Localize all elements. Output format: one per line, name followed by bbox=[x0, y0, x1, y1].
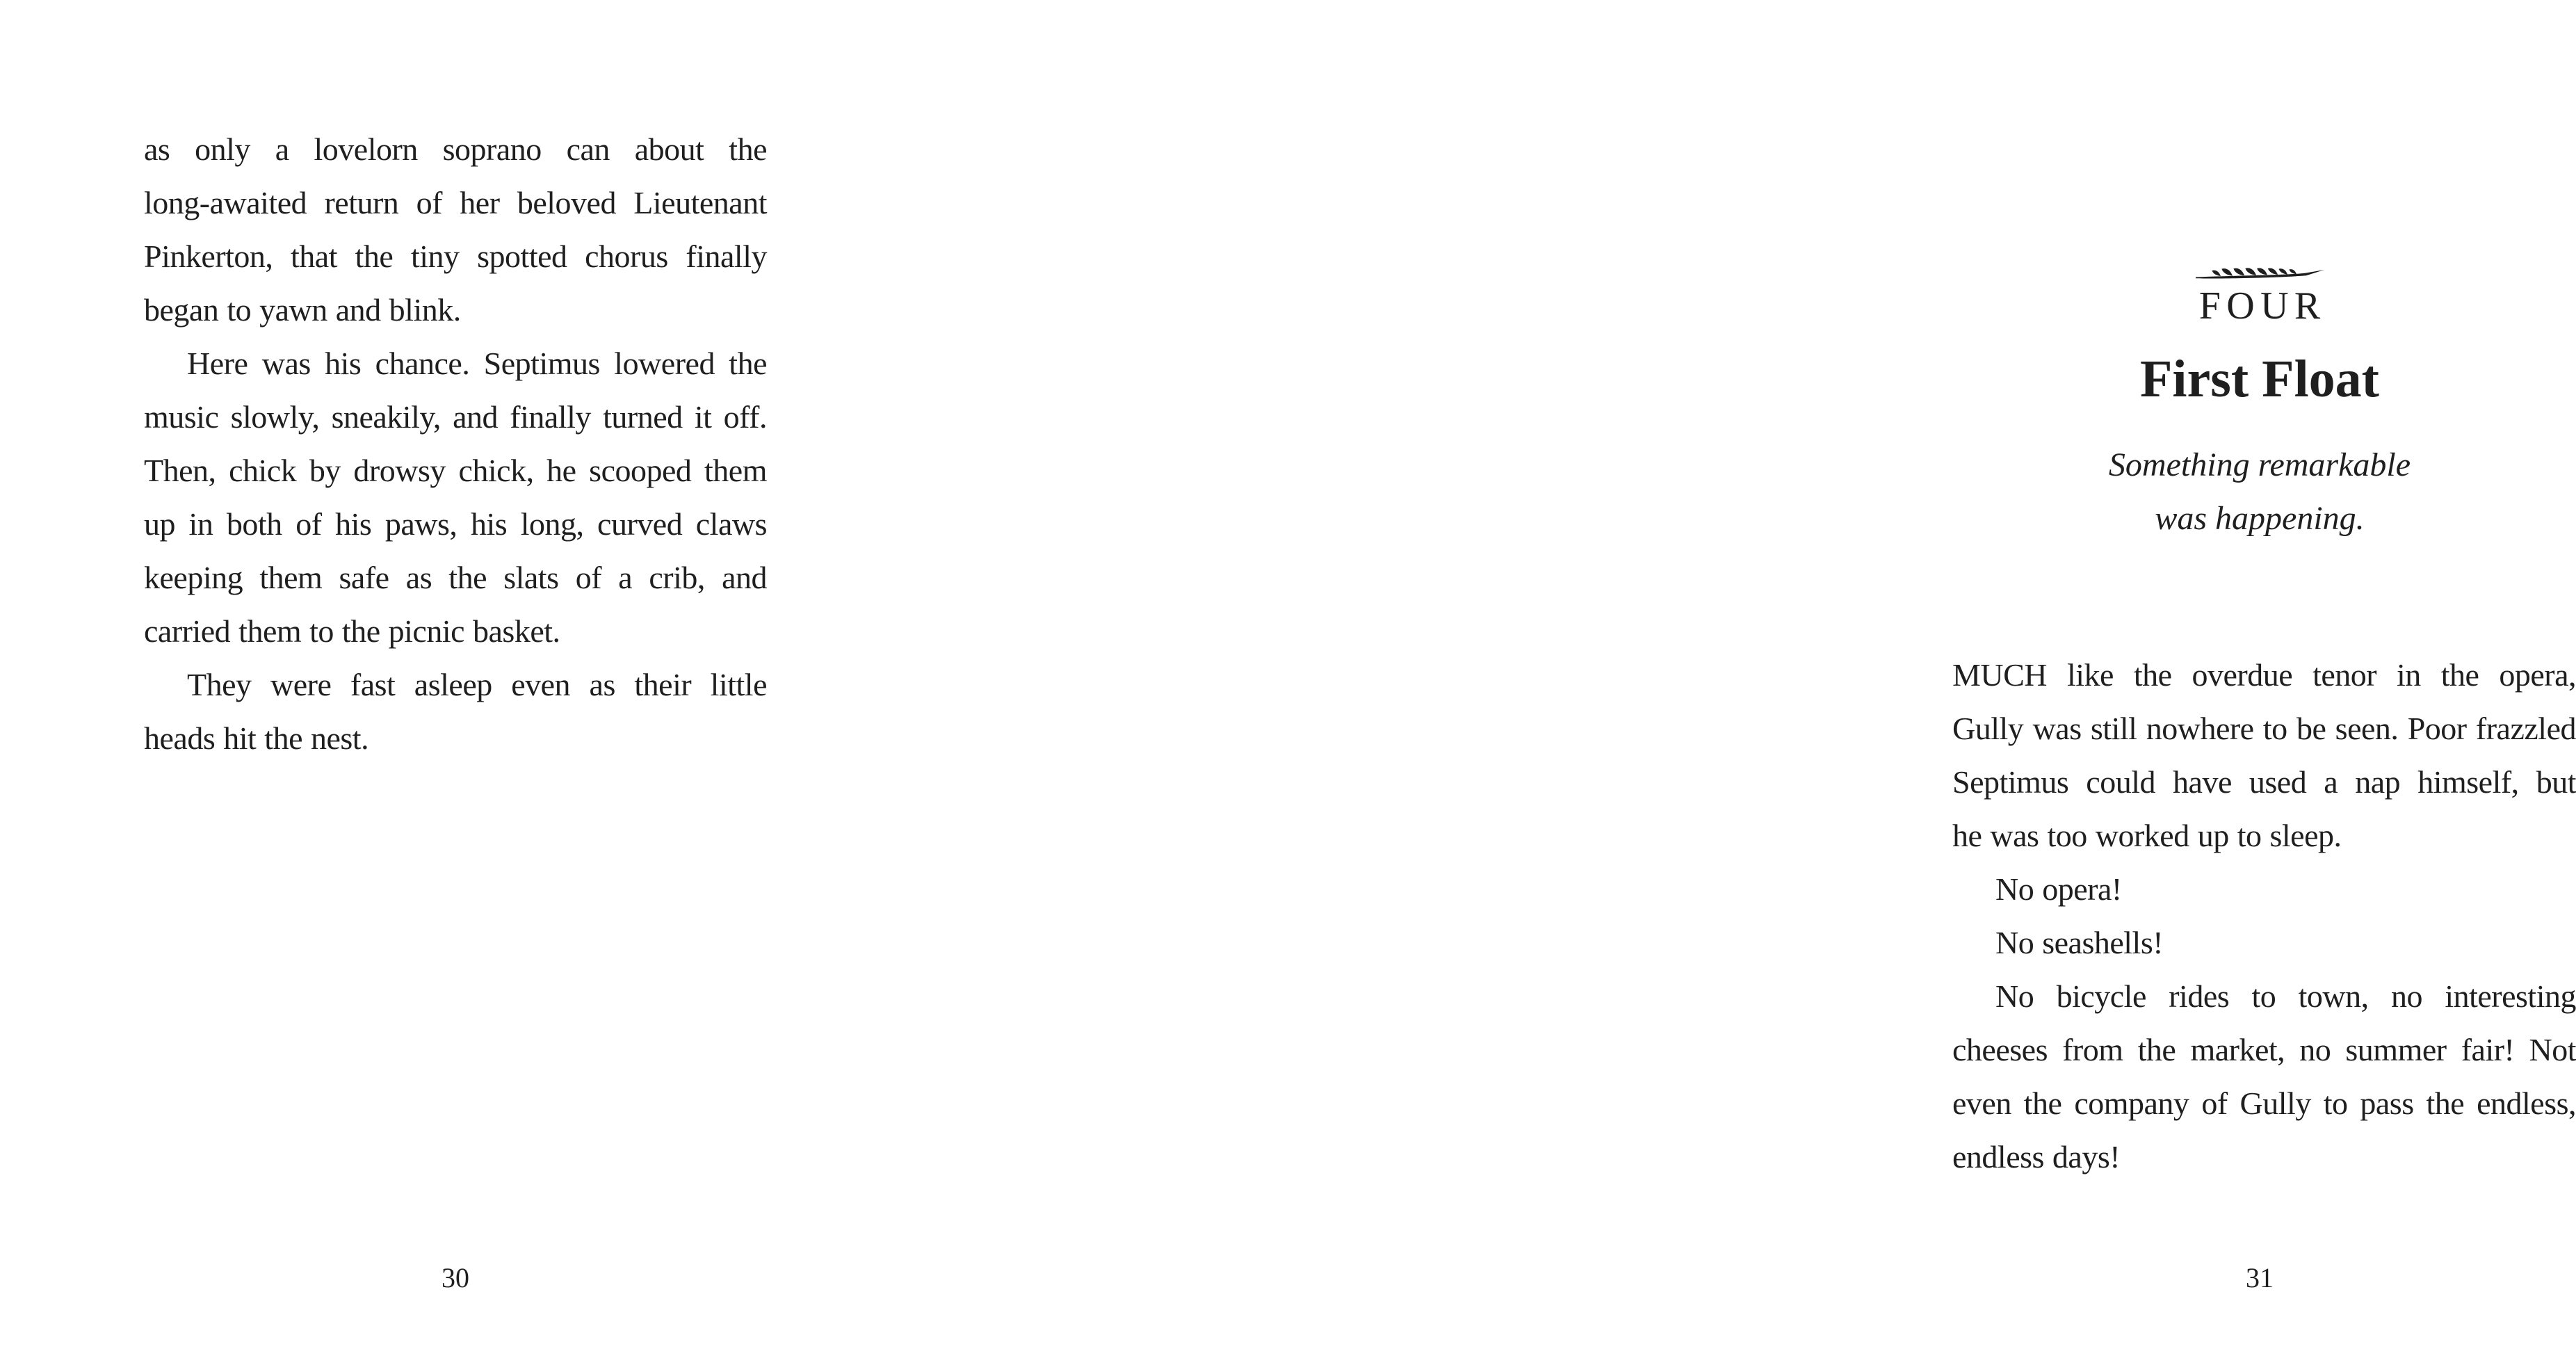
text-line: No opera! bbox=[1995, 871, 2122, 907]
chapter-ornament bbox=[2195, 262, 2324, 281]
text-line: Septimus could have used a nap himself, but bbox=[1952, 764, 2576, 800]
text-line: heads hit the nest. bbox=[144, 720, 369, 756]
chapter-subtitle-line1: Something remarkable bbox=[2108, 446, 2411, 483]
chapter-title: First Float bbox=[2139, 350, 2379, 408]
chapter-subtitle-line2: was happening. bbox=[2155, 500, 2365, 537]
text-line: up in both of his paws, his long, curved claws bbox=[144, 506, 767, 542]
chapter-number-label: FOUR bbox=[2198, 284, 2326, 328]
leafy-branch-ornament-icon bbox=[2195, 262, 2324, 281]
page-number-left: 30 bbox=[442, 1262, 469, 1293]
text-line: cheeses from the market, no summer fair! Not bbox=[1952, 1032, 2576, 1067]
page-number-right: 31 bbox=[2246, 1262, 2274, 1293]
page-right bbox=[904, 0, 2576, 1356]
text-line: Gully was still nowhere to be seen. Poor frazzled bbox=[1952, 711, 2576, 746]
page-left bbox=[0, 0, 904, 1356]
text-line: endless days! bbox=[1952, 1139, 2121, 1175]
text-line: MUCH like the overdue tenor in the opera, bbox=[1952, 657, 2576, 693]
chapter-subtitle bbox=[2016, 438, 2503, 545]
text-line: Here was his chance. Septimus lowered the bbox=[187, 346, 767, 381]
text-line: as only a lovelorn soprano can about the bbox=[144, 131, 767, 167]
text-line: Then, chick by drowsy chick, he scooped them bbox=[144, 453, 767, 488]
text-line: began to yawn and blink. bbox=[144, 292, 461, 328]
text-line: No seashells! bbox=[1995, 925, 2164, 960]
text-line: Pinkerton, that the tiny spotted chorus finally bbox=[144, 239, 767, 274]
text-line: No bicycle rides to town, no interesting bbox=[1995, 978, 2576, 1014]
text-line: even the company of Gully to pass the endless, bbox=[1952, 1085, 2576, 1121]
text-line: music slowly, sneakily, and finally turned it off. bbox=[144, 399, 767, 435]
left-page-text-block bbox=[144, 122, 767, 765]
text-line: They were fast asleep even as their little bbox=[187, 667, 767, 702]
text-line: keeping them safe as the slats of a crib, and bbox=[144, 560, 767, 595]
text-line: carried them to the picnic basket. bbox=[144, 613, 560, 649]
text-line: long-awaited return of her beloved Lieutenant bbox=[144, 185, 767, 220]
right-page-text-block bbox=[1952, 648, 2576, 1184]
text-line: he was too worked up to sleep. bbox=[1952, 818, 2342, 853]
